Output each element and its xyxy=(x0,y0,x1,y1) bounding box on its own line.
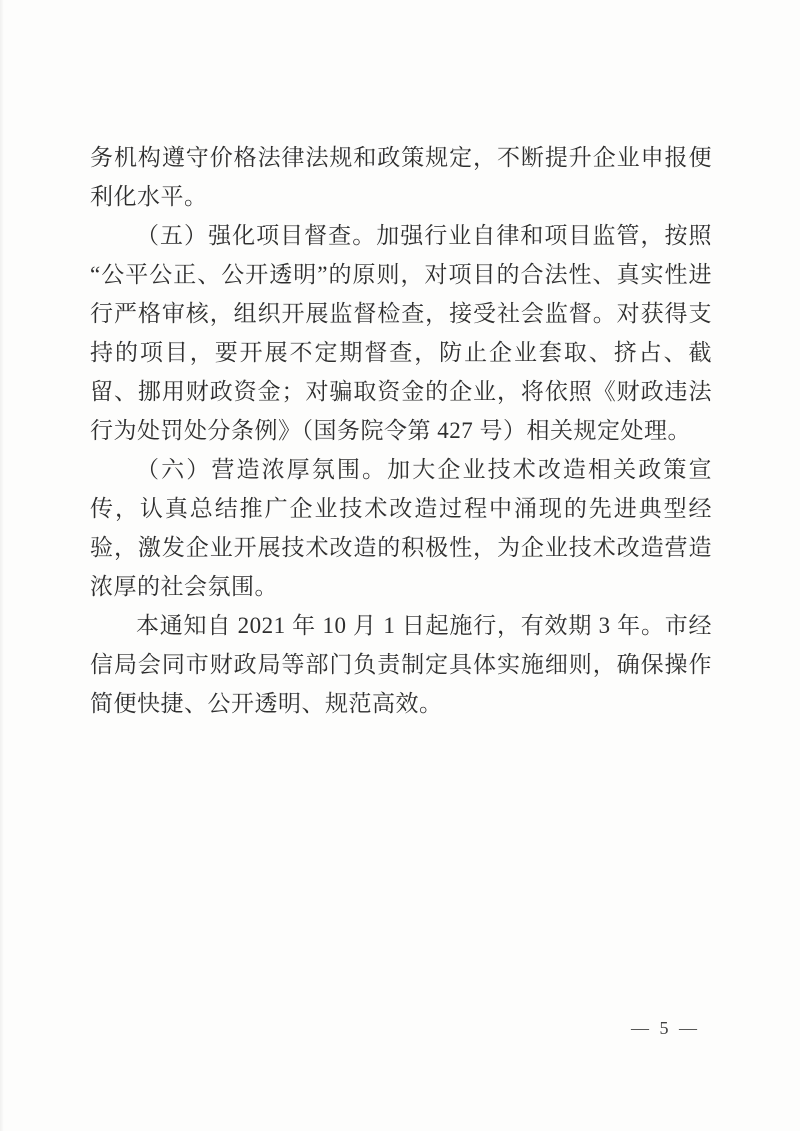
paragraph-effective-date: 本通知自 2021 年 10 月 1 日起施行，有效期 3 年。市经信局会同市财政局等部门负责制定具体实施细则，确保操作简便快捷、公开透明、规范高效。 xyxy=(90,613,712,716)
paragraph-section-6: （六）营造浓厚氛围。加大企业技术改造相关政策宣传，认真总结推广企业技术改造过程中涌现的先进典型经验，激发企业开展技术改造的积极性，为企业技术改造营造浓厚的社会氛围。 xyxy=(90,457,712,599)
document-body xyxy=(90,138,712,723)
paragraph-continuation: 务机构遵守价格法律法规和政策规定，不断提升企业申报便利化水平。 xyxy=(90,145,712,209)
paragraph-section-5: （五）强化项目督查。加强行业自律和项目监管，按照“公平公正、公开透明”的原则，对项目的合法性、真实性进行严格审核，组织开展监督检查，接受社会监督。对获得支持的项目，要开展不定期督查，防止企业套取、挤占、截留、挪用财政资金；对骗取资金的企业，将依照《财政违法行为处罚处分条例》（国务院令第 427 号）相关规定处理。 xyxy=(90,223,712,443)
page-number: — 5 — xyxy=(631,1018,700,1038)
